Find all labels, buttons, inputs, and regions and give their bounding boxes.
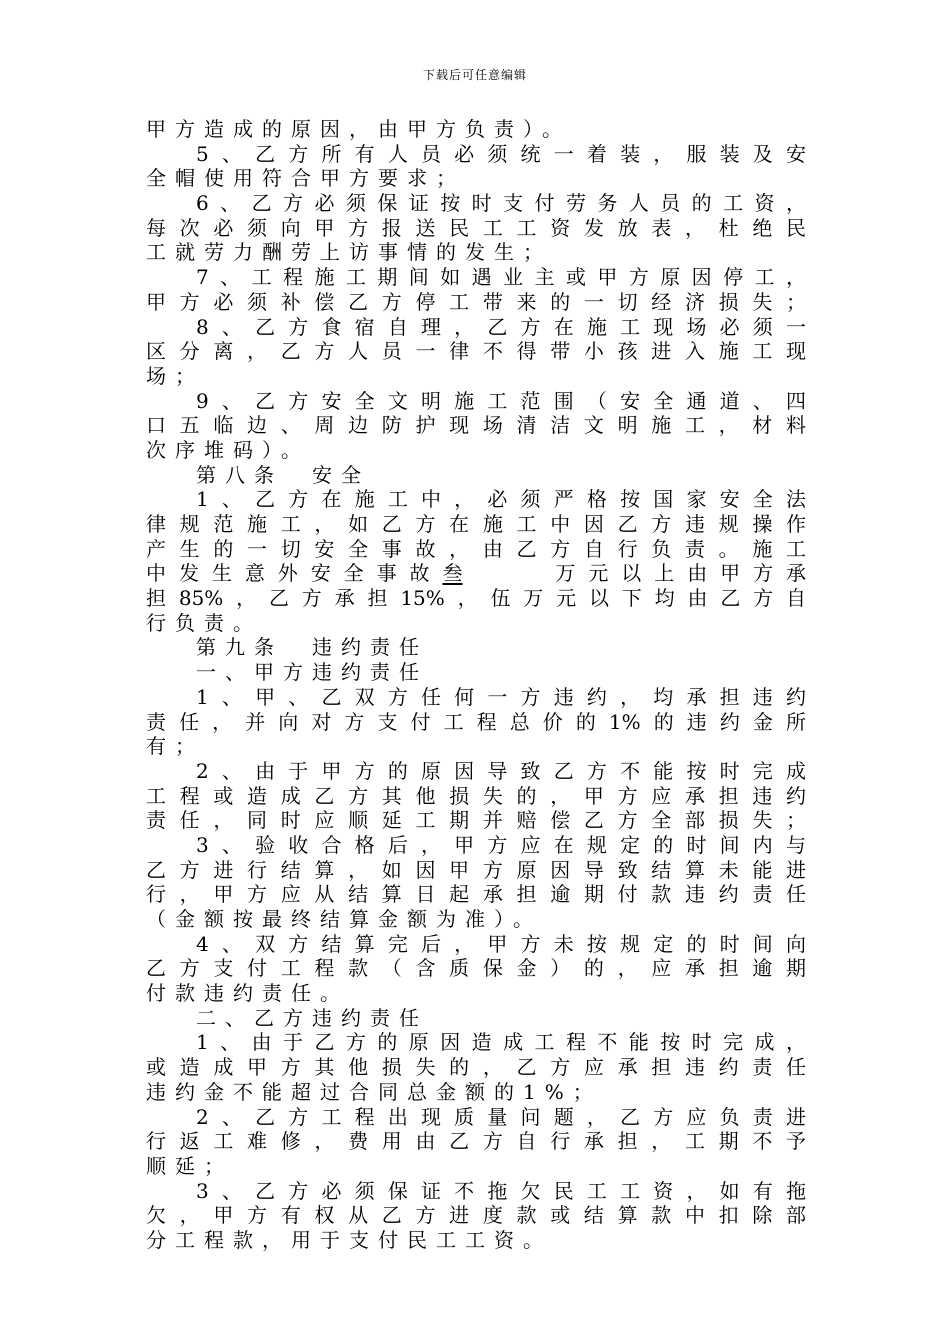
text-line: 第九条 违约责任 <box>196 635 428 660</box>
text-line: 第八条 安全 <box>196 462 370 487</box>
text-line <box>146 561 806 586</box>
text-line: 行，甲方应从结算日起承担逾期付款违约责任 <box>146 882 806 907</box>
text-line: 8、乙方食宿自理，乙方在施工现场必须一 <box>196 314 806 339</box>
text-line: 一、甲方违约责任 <box>196 660 428 685</box>
underlined-amount: 叁 <box>442 561 463 586</box>
text-line: 每次必须向甲方报送民工工资发放表，杜绝民 <box>146 215 806 240</box>
text-line: 产生的一切安全事故，由乙方自行负责。施工 <box>146 536 806 561</box>
text-line: 顺延； <box>146 1153 233 1178</box>
text-line: 7、工程施工期间如遇业主或甲方原因停工， <box>196 265 806 290</box>
text-line: 二、乙方违约责任 <box>196 1005 428 1030</box>
text-line: 甲方造成的原因，由甲方负责）。 <box>146 117 571 141</box>
text-line: 1、乙方在施工中，必须严格按国家安全法 <box>196 487 806 512</box>
text-line: 5、乙方所有人员必须统一着装，服装及安 <box>196 141 806 166</box>
text-line: 2、由于甲方的原因导致乙方不能按时完成 <box>196 758 806 783</box>
text-line: 分工程款，用于支付民工工资。 <box>146 1227 552 1252</box>
text-line: 4、双方结算完后，甲方未按规定的时间向 <box>196 931 806 956</box>
text-line: 区分离，乙方人员一律不得带小孩进入施工现 <box>146 339 806 364</box>
text-line: 责任，并向对方支付工程总价的1%的违约金所 <box>146 709 806 734</box>
text-line: 有； <box>146 734 204 759</box>
text-line: 欠，甲方有权从乙方进度款或结算款中扣除部 <box>146 1203 806 1228</box>
text-line: 场； <box>146 363 204 388</box>
text-line: 9、乙方安全文明施工范围（安全通道、四 <box>196 388 806 413</box>
text-line: 工就劳力酬劳上访事情的发生； <box>146 240 552 265</box>
text-line: 责任，同时应顺延工期并赔偿乙方全部损失； <box>146 808 806 833</box>
text-line: 口五临边、周边防护现场清洁文明施工，材料 <box>146 413 806 438</box>
document-body <box>146 117 806 1253</box>
text-line: 工程或造成乙方其他损失的，甲方应承担违约 <box>146 783 806 808</box>
text-line: 6、乙方必须保证按时支付劳务人员的工资， <box>196 191 806 216</box>
text-line: 次序堆码）。 <box>146 437 310 462</box>
text-line: 1、甲、乙双方任何一方违约，均承担违约 <box>196 684 806 709</box>
text-line: 行返工难修，费用由乙方自行承担，工期不予 <box>146 1129 806 1154</box>
text-line: （金额按最终结算金额为准）。 <box>146 907 542 931</box>
text-line: 1、由于乙方的原因造成工程不能按时完成， <box>196 1030 806 1055</box>
text-line: 违约金不能超过合同总金额的1%； <box>146 1079 602 1104</box>
text-line: 乙方进行结算，如因甲方原因导致结算未能进 <box>146 857 806 882</box>
text-line: 2、乙方工程出现质量问题，乙方应负责进 <box>196 1104 806 1129</box>
text-line: 全帽使用符合甲方要求； <box>146 166 465 191</box>
text-line: 3、验收合格后，甲方应在规定的时间内与 <box>196 832 806 857</box>
text-segment: 中发生意外安全事故 <box>146 561 443 586</box>
text-line: 行负责。 <box>146 610 262 635</box>
text-line: 或造成甲方其他损失的，乙方应承担违约责任 <box>146 1055 806 1080</box>
page-header-note: 下载后可任意编辑 <box>422 68 527 82</box>
text-line: 3、乙方必须保证不拖欠民工工资，如有拖 <box>196 1178 806 1203</box>
text-line: 乙方支付工程款（含质保金）的，应承担逾期 <box>146 956 806 981</box>
text-line: 甲方必须补偿乙方停工带来的一切经济损失； <box>146 289 806 314</box>
text-line: 付款违约责任。 <box>146 981 349 1006</box>
text-line: 律规范施工，如乙方在施工中因乙方违规操作 <box>146 512 806 536</box>
text-segment: 万元以上由甲方承 <box>542 561 807 586</box>
text-line: 担85%，乙方承担15%，伍万元以下均由乙方自 <box>146 586 806 611</box>
